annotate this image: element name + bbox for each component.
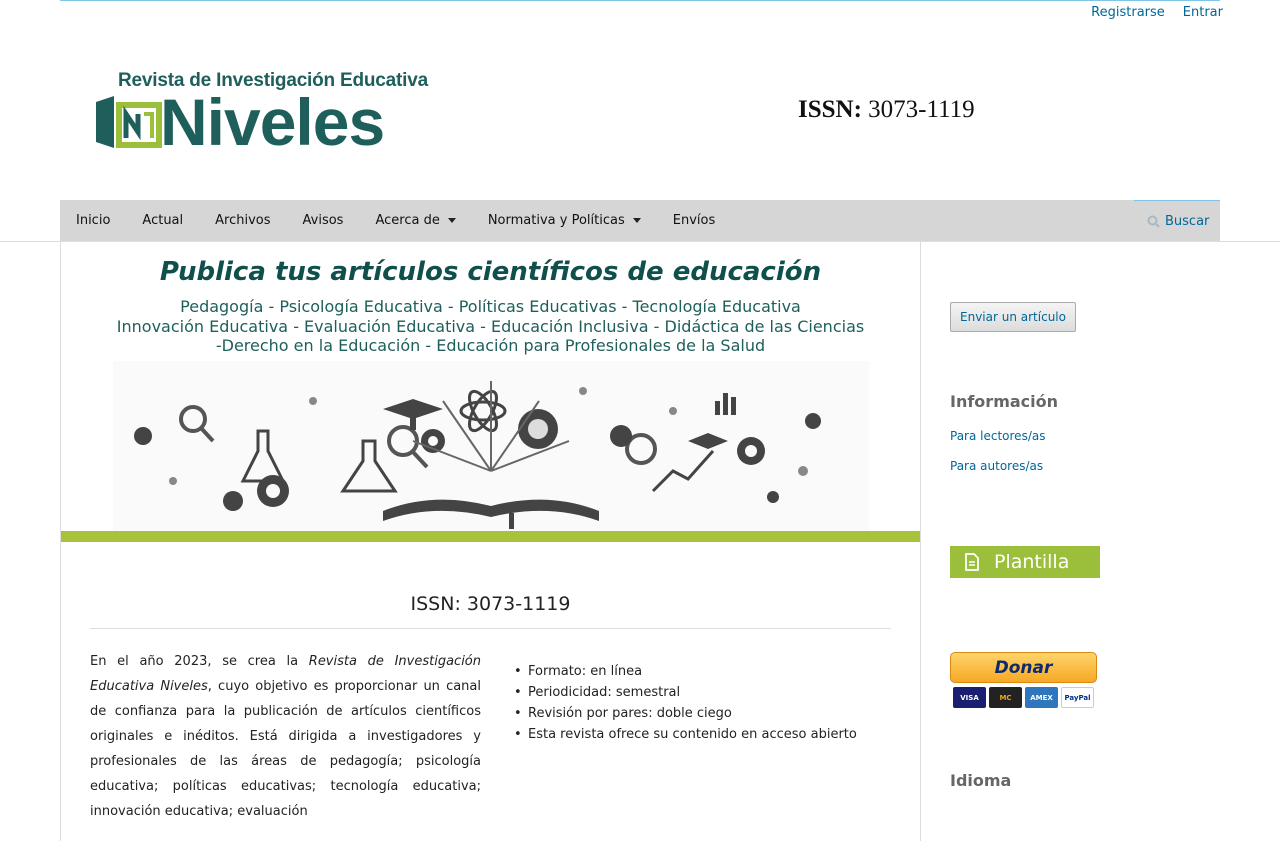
chevron-down-icon bbox=[448, 218, 456, 223]
search-icon bbox=[1147, 215, 1160, 228]
search-label: Buscar bbox=[1165, 213, 1210, 229]
visa-icon: VISA bbox=[953, 687, 986, 708]
submit-article-button[interactable]: Enviar un artículo bbox=[950, 302, 1076, 332]
nav-normativa-label: Normativa y Políticas bbox=[487, 213, 625, 228]
main-content bbox=[60, 241, 921, 841]
top-border bbox=[60, 0, 1220, 1]
education-illustration bbox=[113, 361, 869, 531]
mastercard-icon: MC bbox=[989, 687, 1022, 708]
amex-icon: AMEX bbox=[1025, 687, 1058, 708]
journal-name: Revista de Investigación Educativa Niveles bbox=[90, 654, 481, 694]
for-authors-link[interactable]: Para autores/as bbox=[950, 459, 1044, 473]
sidebar bbox=[950, 241, 1220, 801]
login-link[interactable]: Entrar bbox=[1182, 5, 1223, 20]
nav-envios[interactable] bbox=[657, 213, 732, 228]
journal-description bbox=[90, 649, 481, 824]
banner-line-3: -Derecho en la Educación - Educación para Profesionales de la Salud bbox=[215, 336, 766, 355]
payment-cards bbox=[953, 687, 1094, 708]
issn-heading: ISSN: 3073-1119 bbox=[410, 593, 571, 615]
nav-inicio-label: Inicio bbox=[76, 213, 111, 228]
header-issn bbox=[798, 96, 975, 124]
donate-button[interactable]: Donar bbox=[950, 652, 1097, 683]
nav-acerca-de[interactable] bbox=[359, 213, 471, 228]
list-item: • Revisión por pares: doble ciego bbox=[528, 703, 857, 724]
for-readers-link[interactable]: Para lectores/as bbox=[950, 429, 1046, 443]
document-icon bbox=[964, 553, 980, 571]
chevron-down-icon bbox=[633, 218, 641, 223]
nav-envios-label: Envíos bbox=[672, 213, 716, 228]
nav-inicio[interactable] bbox=[60, 213, 126, 228]
nav-archivos[interactable] bbox=[199, 213, 286, 228]
search-link[interactable] bbox=[1134, 200, 1220, 241]
list-item: • Esta revista ofrece su contenido en acceso abierto bbox=[528, 724, 857, 745]
nav-actual-label: Actual bbox=[142, 213, 184, 228]
nav-acerca-de-label: Acerca de bbox=[375, 213, 440, 228]
banner-line-1: Pedagogía - Psicología Educativa - Políticas Educativas - Tecnología Educativa bbox=[180, 297, 801, 316]
logo-mark-icon bbox=[96, 92, 166, 152]
paypal-donate[interactable] bbox=[950, 652, 1098, 712]
homepage-banner bbox=[61, 241, 920, 542]
journal-facts-list bbox=[528, 661, 857, 745]
nav-avisos[interactable] bbox=[287, 213, 360, 228]
user-nav bbox=[1091, 5, 1223, 20]
logo-subtitle: Revista de Investigación Educativa bbox=[118, 70, 428, 91]
paypal-icon: PayPal bbox=[1061, 687, 1094, 708]
journal-logo[interactable] bbox=[96, 70, 436, 160]
template-button[interactable] bbox=[950, 546, 1100, 578]
logo-title: Niveles bbox=[160, 85, 385, 159]
banner-green-bar bbox=[61, 531, 920, 542]
main-nav bbox=[60, 200, 1220, 241]
intro-text-start: En el año 2023, se crea la bbox=[90, 654, 309, 669]
nav-archivos-label: Archivos bbox=[215, 213, 271, 228]
divider bbox=[90, 628, 891, 629]
banner-line-2: Innovación Educativa - Evaluación Educativa - Educación Inclusiva - Didáctica de las Ciencias bbox=[116, 317, 865, 336]
header-issn-value: 3073-1119 bbox=[868, 96, 975, 123]
banner-title: Publica tus artículos científicos de educación bbox=[159, 257, 822, 287]
nav-avisos-label: Avisos bbox=[302, 213, 344, 228]
register-link[interactable]: Registrarse bbox=[1091, 5, 1165, 20]
intro-text-end: , cuyo objetivo es proporcionar un canal de confianza para la publicación de artículos científicos originales e inéditos. Está dirigida a investigadores y profesionales de las áreas de pedagogía; psicología educativa; políticas educativas; tecnología educativa; innovación educativa; evaluación bbox=[90, 679, 482, 819]
information-heading: Información bbox=[950, 392, 1059, 411]
nav-actual[interactable] bbox=[126, 213, 199, 228]
list-item: • Formato: en línea bbox=[528, 661, 857, 682]
nav-normativa[interactable] bbox=[472, 213, 657, 228]
language-heading: Idioma bbox=[950, 771, 1012, 790]
header-issn-label: ISSN: bbox=[798, 96, 862, 123]
template-label: Plantilla bbox=[994, 551, 1070, 573]
list-item: • Periodicidad: semestral bbox=[528, 682, 857, 703]
